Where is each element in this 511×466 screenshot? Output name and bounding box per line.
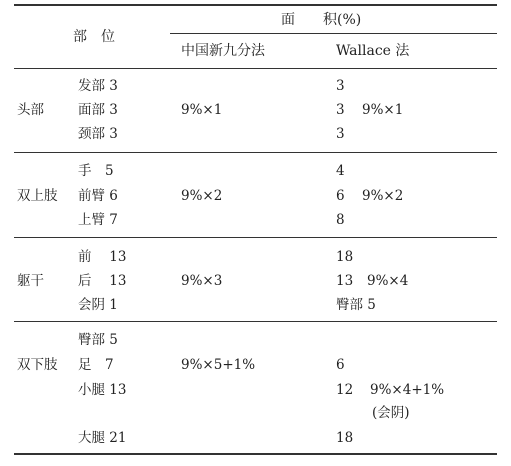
item-lower-3: 小腿 13 <box>78 382 127 398</box>
header-part: 部 位 <box>73 29 115 45</box>
cn-formula-upper: 9%×2 <box>181 188 223 204</box>
group-name-trunk: 躯干 <box>17 273 44 289</box>
wallace-formula-upper: 9%×2 <box>362 188 404 204</box>
wallace-value-trunk-2: 13 <box>336 273 354 289</box>
wallace-formula-lower: 9%×4+1% <box>370 382 445 398</box>
item-head-1: 发部 3 <box>78 78 118 94</box>
item-trunk-2: 后 13 <box>78 273 127 289</box>
wallace-value-head-2: 3 <box>336 102 345 118</box>
item-upper-3: 上臂 7 <box>78 212 118 228</box>
cn-formula-head: 9%×1 <box>181 102 223 118</box>
item-head-3: 颈部 3 <box>78 126 118 142</box>
wallace-value-lower-2: 12 <box>336 382 354 398</box>
item-lower-2: 足 7 <box>78 357 114 373</box>
wallace-value-upper-1: 4 <box>336 163 345 179</box>
item-trunk-1: 前 13 <box>78 249 127 265</box>
group-divider-3 <box>14 321 497 322</box>
wallace-value-head-1: 3 <box>336 78 345 94</box>
group-divider-2 <box>14 237 497 238</box>
item-upper-2: 前臂 6 <box>78 188 118 204</box>
group-name-head: 头部 <box>17 102 44 118</box>
group-divider-1 <box>14 152 497 153</box>
wallace-value-upper-2: 6 <box>336 188 345 204</box>
bottom-rule <box>14 453 497 455</box>
item-trunk-3: 会阴 1 <box>78 297 118 313</box>
header-method-wallace: Wallace 法 <box>336 43 410 59</box>
item-upper-1: 手 5 <box>78 163 114 179</box>
cn-formula-trunk: 9%×3 <box>181 273 223 289</box>
group-name-lower-limbs: 双下肢 <box>17 357 58 373</box>
wallace-value-head-3: 3 <box>336 126 345 142</box>
wallace-value-lower-3: 18 <box>336 430 354 446</box>
cn-formula-lower: 9%×5+1% <box>181 357 256 373</box>
header-sub-rule <box>170 33 497 34</box>
wallace-formula-head: 9%×1 <box>362 102 404 118</box>
header-method-cn: 中国新九分法 <box>181 43 265 59</box>
header-area: 面 积(%) <box>281 12 362 28</box>
item-head-2: 面部 3 <box>78 102 118 118</box>
wallace-value-trunk-3: 臀部 5 <box>336 297 376 313</box>
wallace-value-lower-1: 6 <box>336 357 345 373</box>
item-lower-1: 臀部 5 <box>78 332 118 348</box>
wallace-formula-trunk: 9%×4 <box>367 273 409 289</box>
wallace-value-upper-3: 8 <box>336 212 345 228</box>
group-name-upper-limbs: 双上肢 <box>17 188 58 204</box>
wallace-note-lower: (会阴) <box>372 405 410 421</box>
wallace-value-trunk-1: 18 <box>336 249 354 265</box>
top-rule <box>14 4 497 6</box>
item-lower-4: 大腿 21 <box>78 430 127 446</box>
header-bottom-rule <box>14 68 497 69</box>
